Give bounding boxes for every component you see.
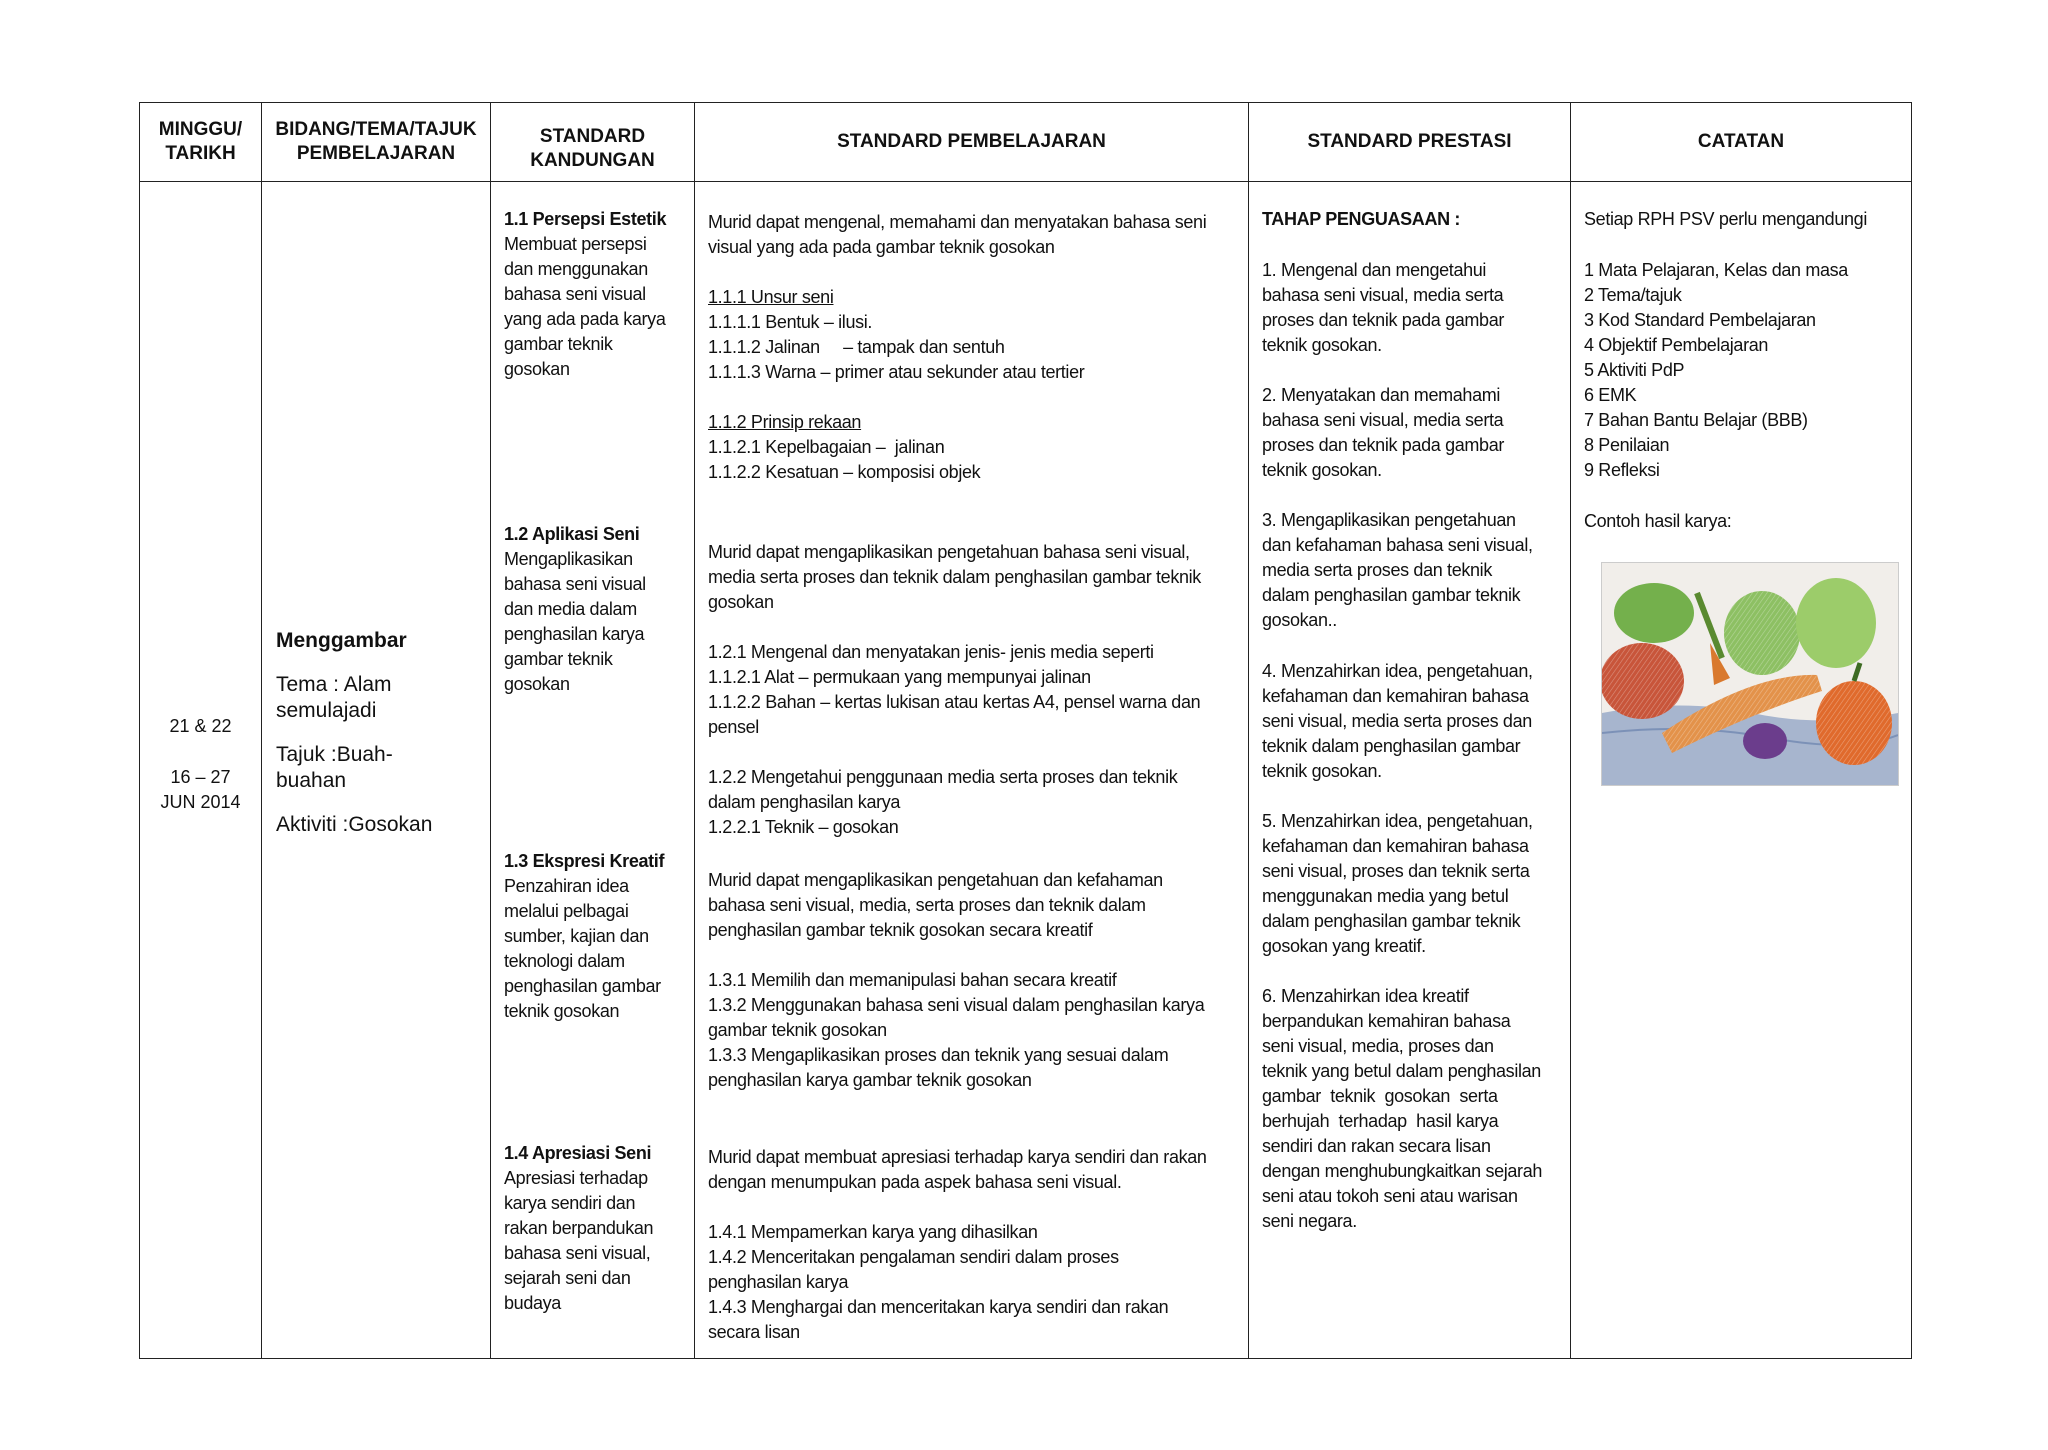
vegetable-rubbing-drawing bbox=[1602, 563, 1898, 785]
pembelajaran-1-4: Murid dapat membuat apresiasi terhadap karya sendiri dan rakan dengan menumpukan pada aspek bahasa seni visual. 1.4.1 Mempamerkan karya yang dihasilkan 1.4.2 Menceritakan pengalaman sendiri dalam proses penghasilan karya 1.4.3 Menghargai dan menceritakan karya sendiri dan rakan secara lisan bbox=[708, 1147, 1207, 1342]
header-bidang: BIDANG/TEMA/TAJUK PEMBELAJARAN bbox=[262, 103, 491, 182]
pembelajaran-1-1: Murid dapat mengenal, memahami dan menyatakan bahasa seni visual yang ada pada gambar teknik gosokan 1.1.1 Unsur seni 1.1.1.1 Bentuk – ilusi. 1.1.1.2 Jalinan – tampak dan sentuh 1.1.1.3 Warna – primer atau sekunder atau tertier 1.1.2 Prinsip rekaan 1.1.2.1 Kepelbagaian – jalinan 1.1.2.2 Kesatuan – komposisi objek bbox=[708, 212, 1207, 482]
prestasi-level-4: 4. Menzahirkan idea, pengetahuan, kefahaman dan kemahiran bahasa seni visual, media serta proses dan teknik dalam penghasilan gambar teknik gosokan. bbox=[1262, 661, 1533, 781]
header-standard-kandungan: STANDARD KANDUNGAN bbox=[491, 103, 695, 182]
lesson-plan-table bbox=[139, 102, 1912, 1359]
list-item: 8 Penilaian bbox=[1584, 435, 1670, 455]
cell-prestasi bbox=[1249, 182, 1571, 1359]
content-row bbox=[140, 182, 1912, 1359]
kandungan-1-1: 1.1 Persepsi Estetik Membuat persepsi dan menggunakan bahasa seni visual yang ada pada karya gambar teknik gosokan bbox=[504, 209, 667, 379]
bidang-title: Menggambar bbox=[276, 629, 407, 652]
list-item: 4 Objektif Pembelajaran bbox=[1584, 335, 1769, 355]
cell-pembelajaran bbox=[695, 182, 1249, 1359]
list-item: 9 Refleksi bbox=[1584, 460, 1660, 480]
sample-artwork-image bbox=[1601, 562, 1899, 786]
week-number: 21 & 22 bbox=[169, 716, 232, 736]
header-minggu: MINGGU/ TARIKH bbox=[140, 103, 262, 182]
header-standard-prestasi: STANDARD PRESTASI bbox=[1249, 103, 1571, 182]
kandungan-1-4: 1.4 Apresiasi Seni Apresiasi terhadap karya sendiri dan rakan berpandukan bahasa seni visual, sejarah seni dan budaya bbox=[504, 1143, 654, 1313]
date-range: 16 – 27 JUN 2014 bbox=[160, 767, 241, 812]
list-item: 6 EMK bbox=[1584, 385, 1637, 405]
catatan-list bbox=[1584, 258, 1848, 483]
prestasi-title: TAHAP PENGUASAAN : bbox=[1262, 209, 1461, 229]
cell-minggu bbox=[140, 182, 262, 1359]
cell-kandungan bbox=[491, 182, 695, 1359]
prestasi-level-3: 3. Mengaplikasikan pengetahuan dan kefahaman bahasa seni visual, media serta proses dan teknik dalam penghasilan gambar teknik gosokan.. bbox=[1262, 510, 1533, 630]
list-item: 2 Tema/tajuk bbox=[1584, 285, 1682, 305]
cell-catatan bbox=[1571, 182, 1912, 1359]
bidang-aktiviti: Aktiviti :Gosokan bbox=[276, 813, 433, 836]
kandungan-1-2: 1.2 Aplikasi Seni Mengaplikasikan bahasa seni visual dan media dalam penghasilan karya gambar teknik gosokan bbox=[504, 524, 646, 694]
list-item: 1 Mata Pelajaran, Kelas dan masa bbox=[1584, 260, 1848, 280]
kandungan-1-3: 1.3 Ekspresi Kreatif Penzahiran idea melalui pelbagai sumber, kajian dan teknologi dalam penghasilan gambar teknik gosokan bbox=[504, 851, 665, 1021]
prestasi-level-2: 2. Menyatakan dan memahami bahasa seni visual, media serta proses dan teknik pada gambar teknik gosokan. bbox=[1262, 385, 1505, 480]
catatan-contoh: Contoh hasil karya: bbox=[1584, 511, 1732, 531]
list-item: 7 Bahan Bantu Belajar (BBB) bbox=[1584, 410, 1808, 430]
list-item: 3 Kod Standard Pembelajaran bbox=[1584, 310, 1816, 330]
header-catatan: CATATAN bbox=[1571, 103, 1912, 182]
catatan-intro: Setiap RPH PSV perlu mengandungi bbox=[1584, 209, 1867, 229]
pembelajaran-1-2: Murid dapat mengaplikasikan pengetahuan bahasa seni visual, media serta proses dan teknik dalam penghasilan gambar teknik gosokan 1.2.1 Mengenal dan menyatakan jenis- jenis media seperti 1.1.2.1 Alat – permukaan yang mempunyai jalinan 1.1.2.2 Bahan – kertas lukisan atau kertas A4, pensel warna dan pensel 1.2.2 Mengetahui penggunaan media serta proses dan teknik dalam penghasilan karya 1.2.2.1 Teknik – gosokan bbox=[708, 542, 1201, 837]
prestasi-level-5: 5. Menzahirkan idea, pengetahuan, kefahaman dan kemahiran bahasa seni visual, proses dan teknik serta menggunakan media yang betul dalam penghasilan gambar teknik gosokan yang kreatif. bbox=[1262, 811, 1533, 956]
header-row bbox=[140, 103, 1912, 182]
bidang-block bbox=[276, 628, 432, 838]
list-item: 5 Aktiviti PdP bbox=[1584, 360, 1685, 380]
bidang-tema: Tema : Alam semulajadi bbox=[276, 673, 392, 722]
prestasi-level-6: 6. Menzahirkan idea kreatif berpandukan kemahiran bahasa seni visual, media, proses dan teknik yang betul dalam penghasilan gambar teknik gosokan serta berhujah terhadap hasil karya sendiri dan rakan secara lisan dengan menghubungkaitkan sejarah seni atau tokoh seni atau warisan seni negara. bbox=[1262, 986, 1543, 1231]
prestasi-level-1: 1. Mengenal dan mengetahui bahasa seni visual, media serta proses dan teknik pada gambar teknik gosokan. bbox=[1262, 260, 1505, 355]
header-standard-pembelajaran: STANDARD PEMBELAJARAN bbox=[695, 103, 1249, 182]
cell-bidang bbox=[262, 182, 491, 1359]
pembelajaran-1-3: Murid dapat mengaplikasikan pengetahuan dan kefahaman bahasa seni visual, media, serta proses dan teknik dalam penghasilan gambar teknik gosokan secara kreatif 1.3.1 Memilih dan memanipulasi bahan secara kreatif 1.3.2 Menggunakan bahasa seni visual dalam penghasilan karya gambar teknik gosokan 1.3.3 Mengaplikasikan proses dan teknik yang sesuai dalam penghasilan karya gambar teknik gosokan bbox=[708, 870, 1205, 1090]
bidang-tajuk: Tajuk :Buah- buahan bbox=[276, 743, 393, 792]
